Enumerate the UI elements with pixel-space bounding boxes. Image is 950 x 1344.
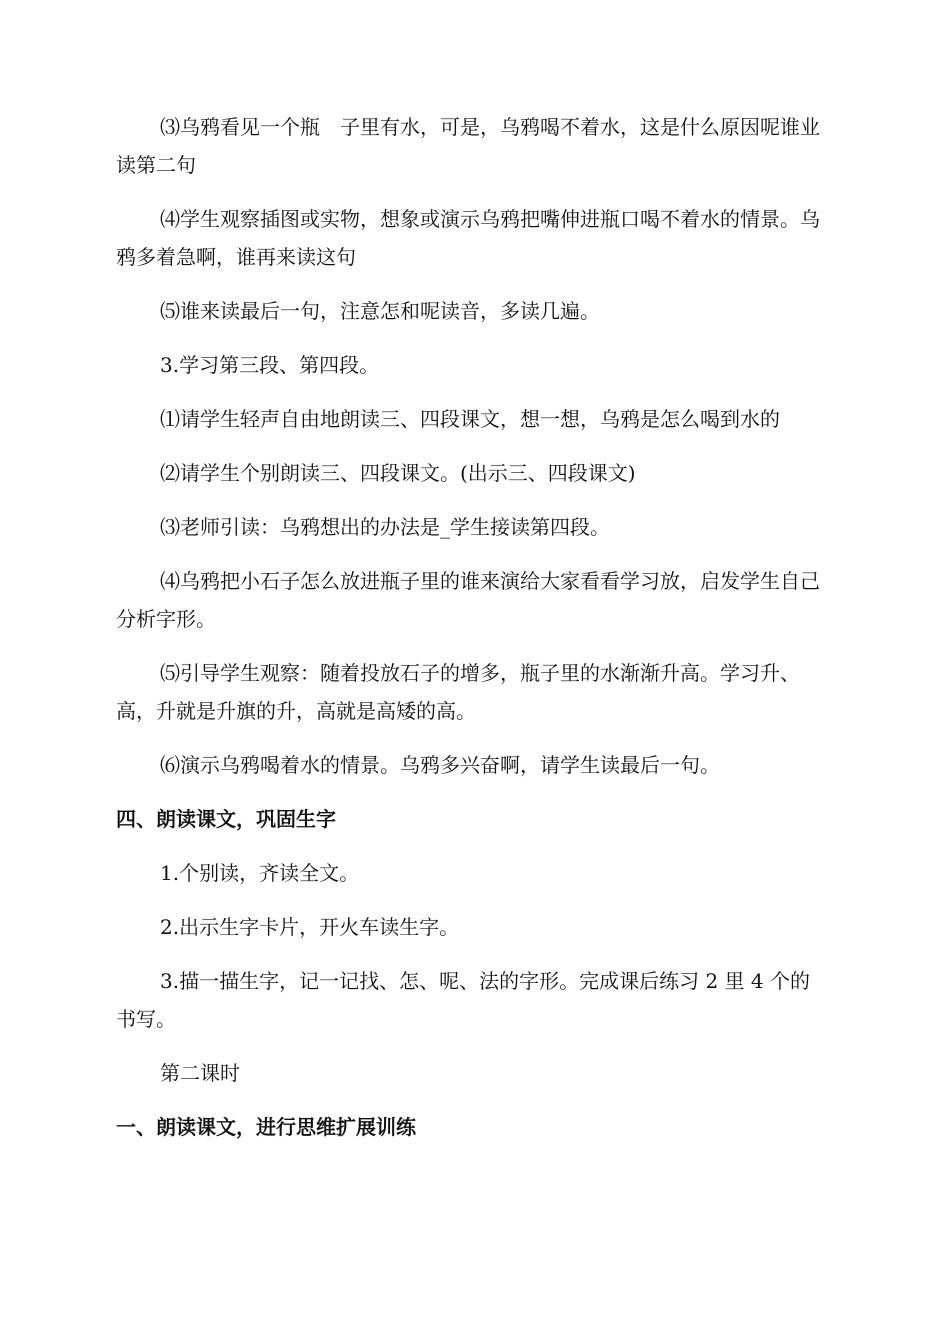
document-body (116, 108, 828, 1146)
paragraph: 1.个别读，齐读全文。 (160, 861, 360, 885)
section-heading: 四、朗读课文，巩固生字 (116, 807, 336, 831)
paragraph: 3.学习第三段、第四段。 (160, 353, 380, 377)
paragraph: ⑶老师引读：乌鸦想出的办法是_学生接读第四段。 (160, 515, 610, 539)
paragraph: ⑹演示乌鸦喝着水的情景。乌鸦多兴奋啊，请学生读最后一句。 (160, 753, 720, 777)
paragraph: 2.出示生字卡片，开火车读生字。 (160, 915, 460, 939)
paragraph: ⑴请学生轻声自由地朗读三、四段课文，想一想，乌鸦是怎么喝到水的 (160, 407, 780, 431)
paragraph: 3.描一描生字，记一记找、怎、呢、法的字形。完成课后练习 2 里 4 个的书写。 (116, 969, 810, 1031)
paragraph: ⑷学生观察插图或实物，想象或演示乌鸦把嘴伸进瓶口喝不着水的情景。乌鸦多着急啊，谁再来读这句 (116, 207, 820, 269)
paragraph: ⑵请学生个别朗读三、四段课文。(出示三、四段课文) (160, 461, 636, 485)
lesson-title: 第二课时 (160, 1061, 240, 1085)
section-heading: 一、朗读课文，进行思维扩展训练 (116, 1115, 416, 1139)
paragraph: ⑸引导学生观察：随着投放石子的增多，瓶子里的水渐渐升高。学习升、高，升就是升旗的升，高就是高矮的高。 (116, 661, 800, 723)
paragraph: ⑸谁来读最后一句，注意怎和呢读音，多读几遍。 (160, 299, 600, 323)
paragraph: ⑷乌鸦把小石子怎么放进瓶子里的谁来演给大家看看学习放，启发学生自己分析字形。 (116, 569, 820, 631)
paragraph: ⑶乌鸦看见一个瓶 子里有水，可是，乌鸦喝不着水，这是什么原因呢谁业读第二句 (116, 115, 820, 177)
